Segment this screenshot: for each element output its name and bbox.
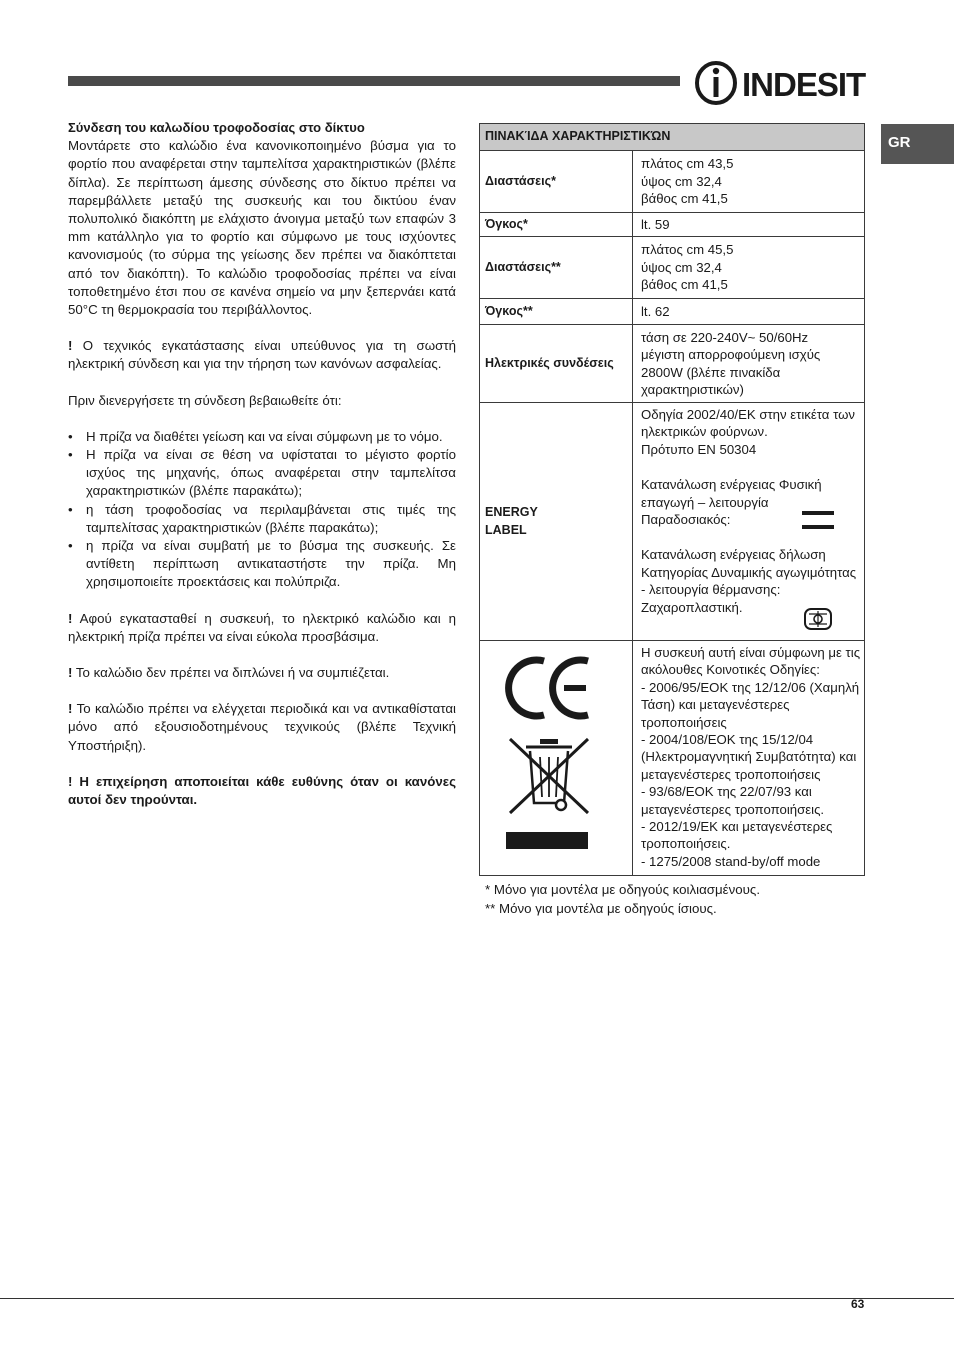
paragraph-cable-check: ! Το καλώδιο πρέπει να ελέγχεται περιοδικά και να αντικαθίσταται μόνο από εξουσιοδοτημένους τεχνικούς (βλέπε Τεχνική Υποστήριξη).: [68, 701, 456, 753]
ce-mark-icon: [502, 653, 598, 723]
section-title: Σύνδεση του καλωδίου τροφοδοσίας στο δίκτυο: [68, 120, 365, 135]
paragraph-accessible: ! Αφού εγκατασταθεί η συσκευή, το ηλεκτρικό καλώδιο και η ηλεκτρική πρίζα πρέπει να είναι εύκολα προσβάσιμα.: [68, 610, 456, 644]
list-item: • Η πρίζα να είναι σε θέση να υφίσταται το μέγιστο φορτίο ισχύος της μηχανής, όπως αναφέρεται στην ταμπελίτσα χαρακτηριστικών (βλέπε παρακάτω);: [68, 446, 456, 501]
footer-rule: [0, 1298, 954, 1299]
table-header: ΠΙΝΑΚΊΔΑ ΧΑΡΑΚΤΗΡΙΣΤΙΚΏΝ: [480, 124, 865, 151]
table-row: [480, 151, 865, 213]
row-value: lt. 59: [633, 213, 865, 237]
table-row: [480, 237, 865, 299]
table-row: [480, 641, 865, 876]
footnote: * Μόνο για μοντέλα με οδηγούς κοιλιασμένους.: [485, 882, 761, 897]
table-row: [480, 325, 865, 403]
paragraph-plug: Μοντάρετε στο καλώδιο ένα κανονικοποιημένο βύσμα για το φορτίο που αναφέρεται στην ταμπελίτσα χαρακτηριστικών (βλέπε δίπλα). Σε περίπτωση άμεσης σύνδεσης στο δίκτυο πρέπει να παρεμβάλλετε μεταξύ της συσκευής και του δικτύου έναν πολυπολικό διακόπτη με ελάχιστο άνοιγμα μεταξύ των επαφών 3 mm κατάλληλο για το φορτίο και σύμφωνο με τους ισχύοντες κανονισμούς (το σύρμα της γείωσης δεν πρέπει να διακόπτεται από τον διακόπτη). Το καλώδιο τροφοδοσίας πρέπει να είναι τοποθετημένο έτσι που σε κανένα σημείο να μην ξεπερνάει κατά 50°C τη θερμοκρασία του περιβάλλοντος.: [68, 138, 456, 318]
list-item: • Η πρίζα να διαθέτει γείωση και να είναι σύμφωνη με το νόμο.: [68, 428, 456, 446]
row-label: Όγκος*: [480, 213, 633, 237]
table-row: [480, 213, 865, 237]
checklist: [68, 428, 456, 592]
marks-cell: [480, 641, 633, 876]
connection-instructions: [68, 119, 456, 809]
weee-bin-icon: [504, 735, 594, 821]
paragraph-disclaimer: ! Η επιχείρηση αποποιείται κάθε ευθύνης όταν οι κανόνες αυτοί δεν τηρούνται.: [68, 773, 456, 808]
row-value: πλάτος cm 45,5 ύψος cm 32,4 βάθος cm 41,5: [633, 237, 865, 299]
row-value: πλάτος cm 43,5 ύψος cm 32,4 βάθος cm 41,5: [633, 151, 865, 213]
paragraph-installer: ! Ο τεχνικός εγκατάστασης είναι υπεύθυνος για τη σωστή ηλεκτρική σύνδεση και για την τήρηση των κανόνων ασφαλείας.: [68, 338, 456, 372]
language-tab[interactable]: GR: [881, 124, 954, 164]
list-item: • η τάση τροφοδοσίας να περιλαμβάνεται στις τιμές της ταμπελίτσας χαρακτηριστικών (βλέπε παρακάτω);: [68, 501, 456, 537]
fan-oven-icon: [804, 608, 832, 630]
table-row: [480, 299, 865, 325]
page-number: 63: [851, 1297, 865, 1311]
footnotes: [485, 880, 760, 918]
equals-icon: [802, 511, 834, 531]
row-label: Όγκος**: [480, 299, 633, 325]
paragraph-before-connection: Πριν διενεργήσετε τη σύνδεση βεβαιωθείτε ότι:: [68, 392, 342, 408]
row-label: Διαστάσεις*: [480, 151, 633, 213]
compliance-value: Η συσκευή αυτή είναι σύμφωνη με τις ακόλουθες Κοινοτικές Οδηγίες: - 2006/95/ΕΟΚ της 12/12/06 (Χαμηλή Τάση) και μεταγενέστερες τροποποιήσεις - 2004/108/ΕΟΚ της 15/12/04 (Ηλεκτρομαγνητική Συμβατότητα) και μεταγενέστερες τροποποιήσεις - 93/68/ΕΟΚ της 22/07/93 και μεταγενέστερες τροποποιήσεις. - 2012/19/ΕΚ και μεταγενέστερες τροποποιήσεις. - 1275/2008 stand-by/off mode: [633, 641, 865, 876]
indesit-logo: [694, 60, 870, 106]
header-bar: [68, 76, 680, 86]
row-label: Διαστάσεις**: [480, 237, 633, 299]
svg-text:INDESIT: INDESIT: [742, 66, 866, 103]
footnote: ** Μόνο για μοντέλα με οδηγούς ίσιους.: [485, 901, 717, 916]
list-item: • η πρίζα να είναι συμβατή με το βύσμα της συσκευής. Σε αντίθετη περίπτωση αντικαταστήστε την πρίζα. Μη χρησιμοποιείτε προεκτάσεις και πολύπριζα.: [68, 537, 456, 592]
weee-bar: [506, 832, 588, 849]
row-value: lt. 62: [633, 299, 865, 325]
table-row: [480, 403, 865, 641]
energy-value: Οδηγία 2002/40/ΕΚ στην ετικέτα των ηλεκτρικών φούρνων. Πρότυπο EN 50304 Κατανάλωση ενέργειας Φυσική επαγωγή – λειτουργία Παραδοσιακός: Κατανάλωση ενέργειας δήλωση Κατηγορίας Δυναμικής αγωγιμότητας - λειτουργία θέρμανσης: Ζαχαροπλαστική.: [633, 403, 865, 641]
specification-table: [479, 123, 865, 876]
row-label: Ηλεκτρικές συνδέσεις: [480, 325, 633, 403]
paragraph-cable-bend: ! Το καλώδιο δεν πρέπει να διπλώνει ή να συμπιέζεται.: [68, 665, 390, 681]
energy-label-cell: ENERGY LABEL: [480, 403, 633, 641]
row-value: τάση σε 220-240V~ 50/60Hz μέγιστη απορροφούμενη ισχύς 2800W (βλέπε πινακίδα χαρακτηριστικών): [633, 325, 865, 403]
